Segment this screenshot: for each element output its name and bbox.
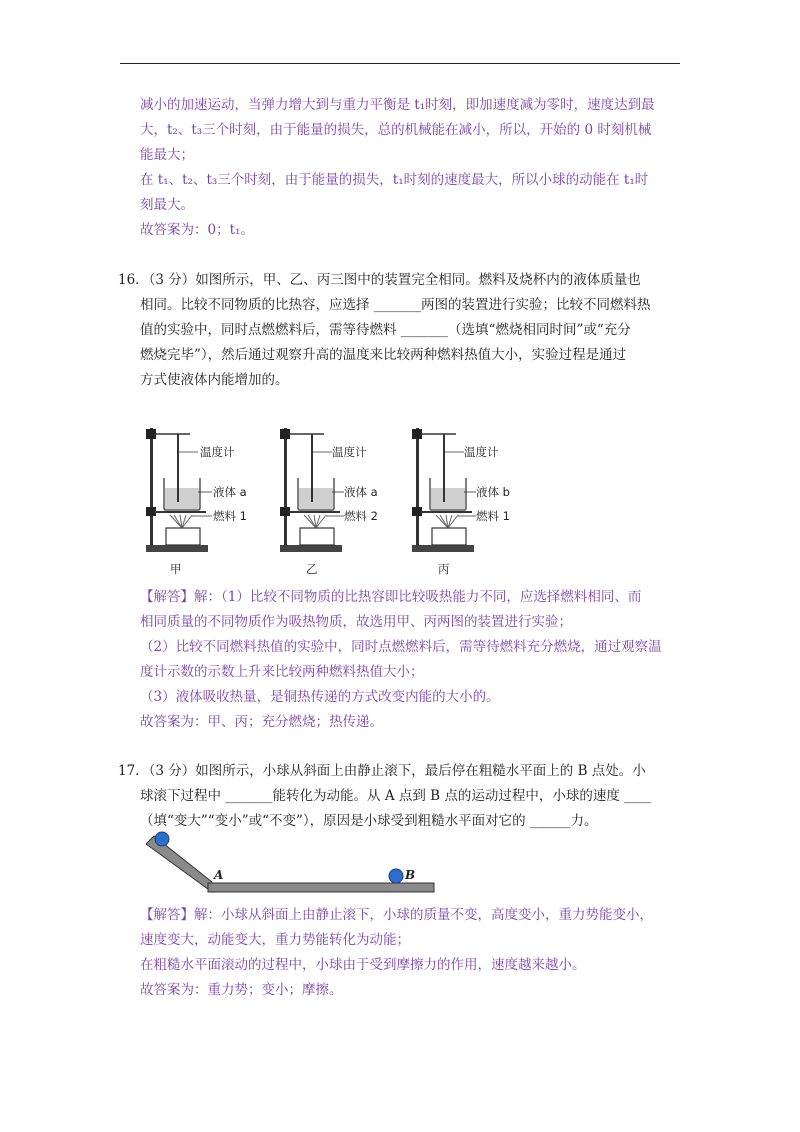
solution15-line2: 大，t₂、t₃三个时刻，由于能量的损失，总的机械能在减小，所以，开始的 0 时刻机械 bbox=[140, 122, 652, 138]
base-plate bbox=[146, 545, 208, 552]
label-thermometer: 温度计 bbox=[200, 445, 235, 459]
solution15-line1: 减小的加速运动，当弹力增大到与重力平衡是 t₁时刻，即加速度减为零时，速度达到最 bbox=[140, 97, 655, 113]
q16-line2: 相同。比较不同物质的比热容，应选择 _______两图的装置进行实验；比较不同燃料热 bbox=[140, 297, 651, 313]
q17-solution-line3: 在粗糙水平面滚动的过程中，小球由于受到摩擦力的作用，速度越来越小。 bbox=[140, 957, 586, 973]
q17-solution-line1 bbox=[140, 906, 653, 924]
burner bbox=[432, 528, 466, 545]
label-fuel: 燃料 2 bbox=[344, 509, 378, 523]
q16-solution-line1 bbox=[140, 588, 641, 606]
ball-at-b bbox=[389, 869, 403, 883]
q16-solution-line5: （3）液体吸收热量，是铜热传递的方式改变内能的大小的。 bbox=[140, 689, 500, 705]
ball-on-incline bbox=[155, 832, 169, 846]
solution-tag: 【解答】 bbox=[140, 589, 194, 605]
label-fuel: 燃料 1 bbox=[213, 509, 247, 523]
q16-line3: 值的实验中，同时点燃燃料后，需等待燃料 _______（选填“燃烧相同时间”或“充分 bbox=[140, 322, 631, 338]
caption-bing: 丙 bbox=[438, 562, 450, 576]
header-rule bbox=[120, 63, 680, 64]
q17-answer: 故答案为：重力势；变小；摩擦。 bbox=[140, 982, 343, 998]
apparatus-yi bbox=[280, 428, 378, 576]
q17-solution-line2: 速度变大，动能变大，重力势能转化为动能； bbox=[140, 932, 410, 948]
incline bbox=[146, 836, 212, 892]
label-liquid: 液体 a bbox=[344, 485, 378, 499]
label-fuel: 燃料 1 bbox=[476, 509, 510, 523]
q16-line5: 方式使液体内能增加的。 bbox=[140, 372, 289, 388]
q16-line1: 16．（3 分）如图所示，甲、乙、丙三图中的装置完全相同。燃料及烧杯内的液体质量也 bbox=[118, 272, 641, 288]
q17-solution-text: 解：小球从斜面上由静止滚下，小球的质量不变，高度变小，重力势能变小， bbox=[194, 907, 653, 923]
q16-answer: 故答案为：甲、丙；充分燃烧；热传递。 bbox=[140, 714, 383, 730]
q17-line1: 17．（3 分）如图所示，小球从斜面上由静止滚下，最后停在粗糙水平面上的 B 点处。小 bbox=[118, 763, 646, 779]
solution15-answer: 故答案为：0；t₁。 bbox=[140, 222, 254, 238]
apparatus-bing bbox=[412, 428, 510, 576]
q16-solution-line3: （2）比较不同燃料热值的实验中，同时点燃燃料后，需等待燃料充分燃烧，通过观察温 bbox=[140, 639, 662, 655]
caption-jia: 甲 bbox=[170, 562, 182, 576]
label-liquid: 液体 b bbox=[476, 485, 510, 499]
q17-line2: 球滚下过程中 _______能转化为动能。从 A 点到 B 点的运动过程中，小球的速度 ____ bbox=[140, 788, 652, 804]
label-liquid: 液体 a bbox=[213, 485, 247, 499]
solution15-line4: 在 t₁、t₂、t₃三个时刻，由于能量的损失，t₁时刻的速度最大，所以小球的动能在 t₁时 bbox=[140, 172, 649, 188]
apparatus-jia bbox=[146, 428, 247, 576]
caption-yi: 乙 bbox=[306, 562, 318, 576]
burner bbox=[166, 528, 200, 545]
horizontal-surface bbox=[208, 883, 434, 892]
solution15-line5: 刻最大。 bbox=[140, 197, 194, 213]
q16-solution-text: 解：（1）比较不同物质的比热容即比较吸热能力不同，应选择燃料相同、而 bbox=[194, 589, 642, 605]
q16-apparatus-figure bbox=[140, 420, 530, 580]
q16-solution-line2: 相同质量的不同物质作为吸热物质，故选用甲、丙两图的装置进行实验； bbox=[140, 614, 572, 630]
q16-line4: 燃烧完毕”），然后通过观察升高的温度来比较两种燃料热值大小，实验过程是通过 bbox=[140, 347, 627, 363]
stand-rod bbox=[150, 428, 153, 546]
label-thermometer: 温度计 bbox=[332, 445, 367, 459]
solution15-line3: 能最大； bbox=[140, 147, 194, 163]
q17-line3: （填“变大”“变小”或“不变”），原因是小球受到粗糙水平面对它的 ______力。 bbox=[140, 813, 598, 829]
q16-solution-line4: 度计示数的示数上升来比较两种燃料热值大小； bbox=[140, 664, 424, 680]
burner bbox=[300, 528, 334, 545]
label-thermometer: 温度计 bbox=[464, 445, 499, 459]
point-a-label: A bbox=[214, 868, 224, 882]
q17-incline-figure bbox=[140, 826, 440, 898]
point-b-label: B bbox=[405, 868, 416, 882]
solution-tag: 【解答】 bbox=[140, 907, 194, 923]
